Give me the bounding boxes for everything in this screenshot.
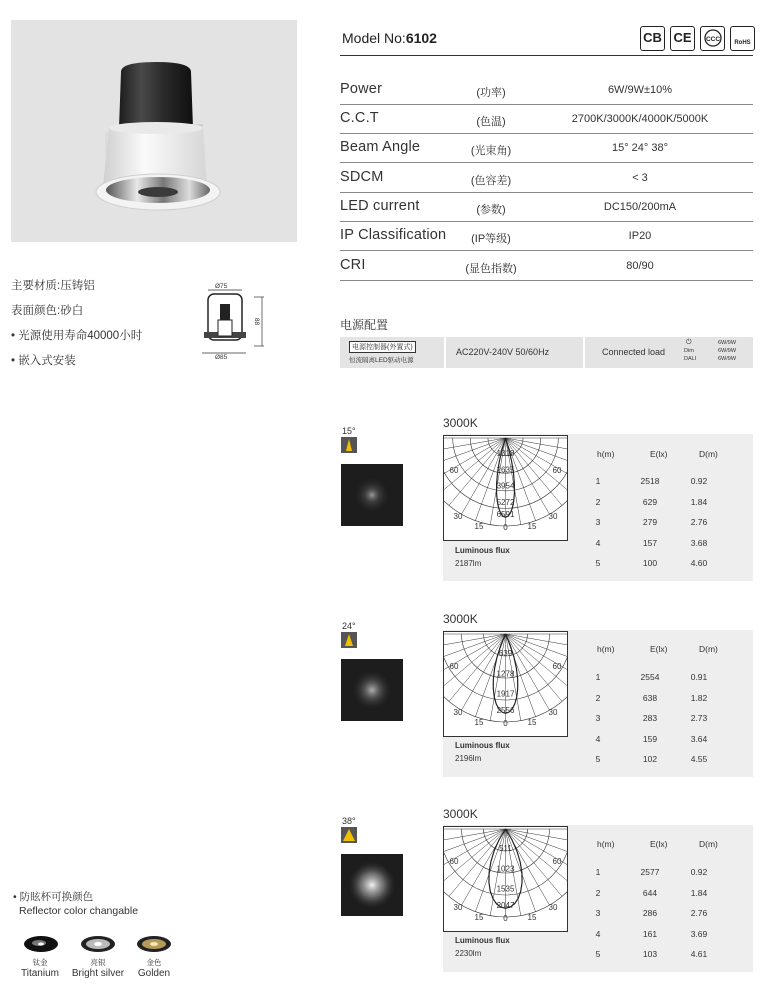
spec-row-ip xyxy=(340,221,753,251)
spec-name: Beam Angle xyxy=(340,139,421,155)
table-cell: 4.61 xyxy=(690,949,708,959)
power-input: AC220V-240V 50/60Hz xyxy=(456,347,550,357)
spec-row-beam xyxy=(340,133,753,163)
table-cell: 2554 xyxy=(640,672,660,682)
silver-reflector-icon xyxy=(79,934,117,959)
col-header-d: D(m) xyxy=(699,644,718,654)
svg-text:30: 30 xyxy=(453,708,463,717)
product-photo xyxy=(11,20,297,242)
svg-text:30: 30 xyxy=(548,903,558,912)
downlight-image xyxy=(11,20,297,242)
luminous-flux-label: Luminous flux xyxy=(455,546,510,555)
beam-icon xyxy=(341,827,357,843)
table-cell: 3.69 xyxy=(690,928,708,939)
svg-text:30: 30 xyxy=(548,512,558,521)
table-cell: 102 xyxy=(642,754,658,764)
model-value: 6102 xyxy=(405,30,437,46)
table-cell: 629 xyxy=(642,496,658,507)
spec-row-current xyxy=(340,192,753,222)
lifespan-line: • 光源使用寿命40000小时 xyxy=(11,330,143,342)
reflector-en: Golden xyxy=(137,968,171,979)
dim-top: Ø75 xyxy=(215,283,228,290)
connected-load: Connected load xyxy=(602,347,666,357)
reflector-en: Titanium xyxy=(21,968,59,979)
spec-value: 6W/9W±10% xyxy=(607,84,673,96)
svg-text:15: 15 xyxy=(474,913,484,922)
svg-text:30: 30 xyxy=(548,708,558,717)
svg-text:15: 15 xyxy=(474,522,484,531)
spec-row-power xyxy=(340,75,753,105)
beam-spot-image xyxy=(341,464,403,526)
svg-text:60: 60 xyxy=(449,857,459,866)
table-cell: 638 xyxy=(642,692,658,703)
table-cell: 2 xyxy=(595,887,601,898)
spec-value: IP20 xyxy=(628,230,652,242)
svg-text:15: 15 xyxy=(527,522,537,531)
table-cell: 2577 xyxy=(640,867,660,877)
dimension-drawing xyxy=(198,280,268,364)
svg-text:511: 511 xyxy=(499,844,512,854)
spec-value: DC150/200mA xyxy=(603,201,677,213)
load-2: 6W/9W xyxy=(718,348,737,354)
table-cell: 3.64 xyxy=(690,733,708,744)
svg-text:0: 0 xyxy=(503,914,508,923)
reflector-cn: 金色 xyxy=(146,958,162,967)
table-cell: 100 xyxy=(642,558,658,568)
table-cell: 5 xyxy=(595,558,601,568)
beam-angle-label: 15° xyxy=(342,426,356,436)
table-cell: 5 xyxy=(595,754,601,764)
svg-text:60: 60 xyxy=(449,466,459,475)
luminous-flux-value: 2230lm xyxy=(455,949,482,958)
reflector-title-en: Reflector color changable xyxy=(19,905,139,917)
table-cell: 279 xyxy=(642,517,658,527)
table-cell: 3 xyxy=(595,713,601,723)
spec-row-cri xyxy=(340,251,753,281)
spec-name: C.C.T xyxy=(340,110,379,126)
table-cell: 5 xyxy=(595,949,601,959)
reflector-title-cn: • 防眩杯可换颜色 xyxy=(13,891,94,903)
table-cell: 2 xyxy=(595,692,601,703)
svg-text:30: 30 xyxy=(453,903,463,912)
table-cell: 103 xyxy=(642,949,658,959)
table-cell: 161 xyxy=(642,928,658,939)
table-cell: 2.73 xyxy=(690,713,708,723)
svg-text:2047: 2047 xyxy=(496,900,515,910)
svg-text:60: 60 xyxy=(552,466,562,475)
material-line: 主要材质:压铸铝 xyxy=(11,280,95,292)
installation-line: • 嵌入式安装 xyxy=(11,355,76,367)
spec-name: IP Classification xyxy=(340,227,447,243)
table-cell: 3.68 xyxy=(690,537,708,548)
beam-icon xyxy=(341,632,357,648)
luminous-flux-label: Luminous flux xyxy=(455,936,510,945)
load-1: 6W/9W xyxy=(718,340,737,346)
spec-name: Power xyxy=(340,81,383,97)
table-cell: 4.55 xyxy=(690,754,708,764)
cct-label: 3000K xyxy=(443,807,478,821)
switch-icon: ⏻ xyxy=(686,339,692,346)
dim-height: 88 xyxy=(253,317,261,326)
photometric-panel xyxy=(443,434,753,581)
luminous-flux-label: Luminous flux xyxy=(455,741,510,750)
beam-spot-image xyxy=(341,659,403,721)
ce-cert-icon: CE xyxy=(670,26,695,51)
svg-text:60: 60 xyxy=(552,857,562,866)
col-header-d: D(m) xyxy=(699,839,718,849)
spec-name: CRI xyxy=(340,257,366,273)
spec-cn: (色容差) xyxy=(470,175,512,187)
model-header xyxy=(340,26,753,56)
table-cell: 4 xyxy=(595,733,601,744)
table-cell: 1.82 xyxy=(690,692,708,703)
rohs-cert-icon: RoHS xyxy=(730,26,755,51)
table-cell: 4 xyxy=(595,928,601,939)
beam-angle-label: 24° xyxy=(342,621,356,631)
table-cell: 4 xyxy=(595,537,601,548)
ccc-cert-icon xyxy=(700,26,725,51)
col-header-h: h(m) xyxy=(597,839,615,849)
table-cell: 1 xyxy=(595,867,601,877)
table-cell: 286 xyxy=(642,908,658,918)
cct-label: 3000K xyxy=(443,416,478,430)
svg-text:5272: 5272 xyxy=(496,497,515,507)
power-config-title: 电源配置 xyxy=(340,318,389,332)
svg-text:1535: 1535 xyxy=(496,884,515,894)
svg-text:2556: 2556 xyxy=(496,705,515,715)
svg-text:0: 0 xyxy=(503,523,508,532)
col-header-e: E(lx) xyxy=(650,449,668,459)
svg-text:2635: 2635 xyxy=(496,465,515,475)
surface-color-line: 表面颜色:砂白 xyxy=(11,305,84,317)
driver-box: 电源控制器(外置式) xyxy=(349,341,416,353)
svg-text:0: 0 xyxy=(503,719,508,728)
reflector-cn: 亮银 xyxy=(90,958,106,967)
col-header-e: E(lx) xyxy=(650,839,668,849)
col-header-e: E(lx) xyxy=(650,644,668,654)
reflector-en: Bright silver xyxy=(71,968,125,979)
svg-text:1278: 1278 xyxy=(496,669,515,679)
reflector-cn: 钛金 xyxy=(32,958,48,967)
luminous-flux-value: 2196lm xyxy=(455,754,482,763)
model-label: Model No: xyxy=(342,30,406,46)
polar-diagram xyxy=(443,435,568,541)
spec-row-sdcm xyxy=(340,163,753,193)
spec-value: 80/90 xyxy=(626,260,654,272)
cct-label: 3000K xyxy=(443,612,478,626)
svg-text:1318: 1318 xyxy=(496,449,515,459)
table-cell: 2 xyxy=(595,496,601,507)
svg-text:1917: 1917 xyxy=(496,689,515,699)
cb-cert-icon: CB xyxy=(640,26,665,51)
photometric-panel xyxy=(443,630,753,777)
table-cell: 4.60 xyxy=(690,558,708,568)
mode-dim: Dim xyxy=(684,348,694,354)
table-cell: 1.84 xyxy=(690,496,708,507)
table-cell: 644 xyxy=(642,887,658,898)
model-number xyxy=(342,30,437,46)
table-cell: 1.84 xyxy=(690,887,708,898)
spec-row-cct xyxy=(340,104,753,134)
table-cell: 3 xyxy=(595,908,601,918)
load-3: 6W/9W xyxy=(718,356,737,362)
spec-value: < 3 xyxy=(632,172,648,184)
photometric-block-24 xyxy=(340,611,760,791)
spec-cn: (光束角) xyxy=(470,145,512,157)
svg-text:639: 639 xyxy=(498,649,513,659)
luminous-flux-value: 2187lm xyxy=(455,559,482,568)
table-cell: 159 xyxy=(642,733,658,744)
spec-name: LED current xyxy=(340,198,420,214)
power-config-bar xyxy=(340,337,753,368)
titanium-reflector-icon xyxy=(22,934,60,959)
table-cell: 1 xyxy=(595,672,601,682)
col-header-h: h(m) xyxy=(597,644,615,654)
spec-cn: (色温) xyxy=(476,116,506,128)
spec-name: SDCM xyxy=(340,169,384,185)
table-cell: 1 xyxy=(595,476,601,486)
photometric-panel xyxy=(443,825,753,972)
spec-value: 2700K/3000K/4000K/5000K xyxy=(571,113,709,125)
svg-text:3954: 3954 xyxy=(496,481,515,491)
dim-bottom: Ø85 xyxy=(215,354,228,361)
svg-text:60: 60 xyxy=(552,662,562,671)
svg-text:1023: 1023 xyxy=(496,864,515,874)
table-cell: 2518 xyxy=(640,476,660,486)
col-header-h: h(m) xyxy=(597,449,615,459)
photometric-block-15 xyxy=(340,415,760,595)
spec-value: 15° 24° 38° xyxy=(611,142,668,154)
polar-diagram xyxy=(443,631,568,737)
svg-text:30: 30 xyxy=(453,512,463,521)
svg-text:15: 15 xyxy=(527,718,537,727)
golden-reflector-icon xyxy=(135,934,173,959)
svg-text:15: 15 xyxy=(474,718,484,727)
table-cell: 0.92 xyxy=(690,476,708,486)
table-cell: 157 xyxy=(642,537,658,548)
svg-text:6591: 6591 xyxy=(496,509,515,519)
photometric-block-38 xyxy=(340,806,760,986)
table-cell: 0.92 xyxy=(690,867,708,877)
svg-text:60: 60 xyxy=(449,662,459,671)
driver-sub: 恒流隔离LED驱动电源 xyxy=(349,357,414,364)
table-cell: 2.76 xyxy=(690,517,708,527)
col-header-d: D(m) xyxy=(699,449,718,459)
spec-cn: (功率) xyxy=(476,87,506,99)
mode-dali: DALI xyxy=(684,356,697,362)
spec-cn: (IP等级) xyxy=(471,233,511,245)
svg-text:15: 15 xyxy=(527,913,537,922)
spec-cn: (参数) xyxy=(476,204,506,216)
polar-diagram xyxy=(443,826,568,932)
table-cell: 2.76 xyxy=(690,908,708,918)
table-cell: 0.91 xyxy=(690,672,708,682)
beam-spot-image xyxy=(341,854,403,916)
ccc-text: CCC xyxy=(705,36,720,43)
spec-cn: (显色指数) xyxy=(465,263,517,275)
beam-angle-label: 38° xyxy=(342,816,356,826)
beam-icon xyxy=(341,437,357,453)
table-cell: 3 xyxy=(595,517,601,527)
table-cell: 283 xyxy=(642,713,658,723)
